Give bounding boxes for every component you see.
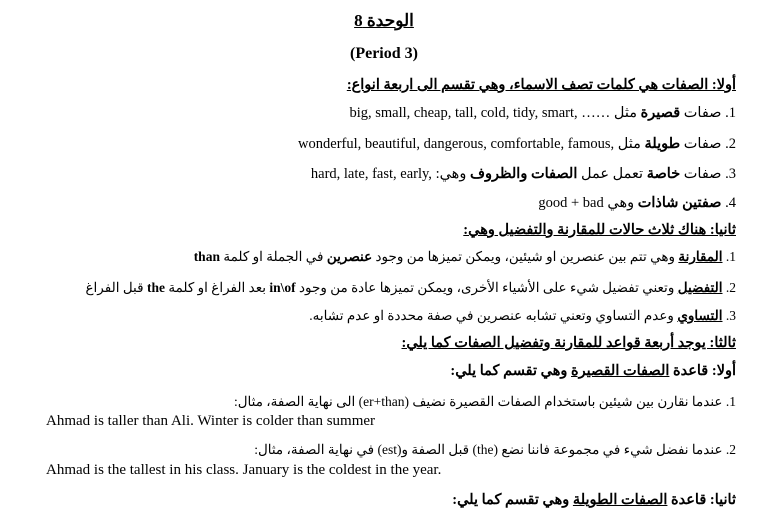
section3-heading: ثالثا: يوجد أربعة قواعد للمقارنة وتفضيل الصفات كما يلي: (401, 335, 736, 351)
unit-title: الوحدة 8 (354, 11, 414, 30)
adj-type-special: 3. صفات خاصة تعمل عمل الصفات والظروف وهي: hard, late, fast, early, (310, 166, 736, 182)
rule1-heading: أولا: قاعدة الصفات القصيرة وهي تقسم كما يلي: (450, 363, 736, 379)
case-equality: 3. التساوي وعدم التساوي وتعني تشابه عنصرين في صفة محددة او عدم تشابه. (309, 308, 736, 323)
adj-type-short: 1. صفات قصيرة مثل big, small, cheap, tall, cold, tidy, smart, …… (349, 105, 736, 121)
rule2-heading: ثانيا: قاعدة الصفات الطويلة وهي تقسم كما يلي: (452, 492, 736, 508)
rule1-item-2: 2. عندما نفضل شيء في مجموعة فاننا نضع (the) قبل الصفة و(est) في نهاية الصفة، مثال: (254, 442, 736, 457)
adj-type-long: 2. صفات طويلة مثل wonderful, beautiful, dangerous, comfortable, famous, (298, 136, 736, 152)
adj-type-irregular: 4. صفتين شاذات وهي good + bad (538, 195, 736, 211)
rule1-example-1: Ahmad is taller than Ali. Winter is colder than summer (46, 413, 376, 429)
rule1-item-1: 1. عندما نقارن بين شيئين باستخدام الصفات القصيرة نضيف (er+than) الى نهاية الصفة، مثال: (233, 394, 736, 409)
case-comparison: 1. المقارنة وهي تتم بين عنصرين او شيئين، ويمكن تميزها من وجود عنصرين في الجملة او كلمة than (193, 249, 736, 264)
section2-heading: ثانيا: هناك ثلاث حالات للمقارنة والتفضيل وهي: (463, 222, 736, 238)
case-superlative: 2. التفضيل وتعني تفضيل شيء على الأشياء الأخرى، ويمكن تميزها عادة من وجود in\of بعد الفراغ او كلمة the قبل الفراغ (85, 280, 736, 295)
section1-heading: أولا: الصفات هي كلمات تصف الاسماء، وهي تقسم الى اربعة انواع: (346, 77, 736, 93)
rule1-example-2: Ahmad is the tallest in his class. January is the coldest in the year. (46, 462, 442, 478)
period-label: (Period 3) (350, 45, 418, 62)
